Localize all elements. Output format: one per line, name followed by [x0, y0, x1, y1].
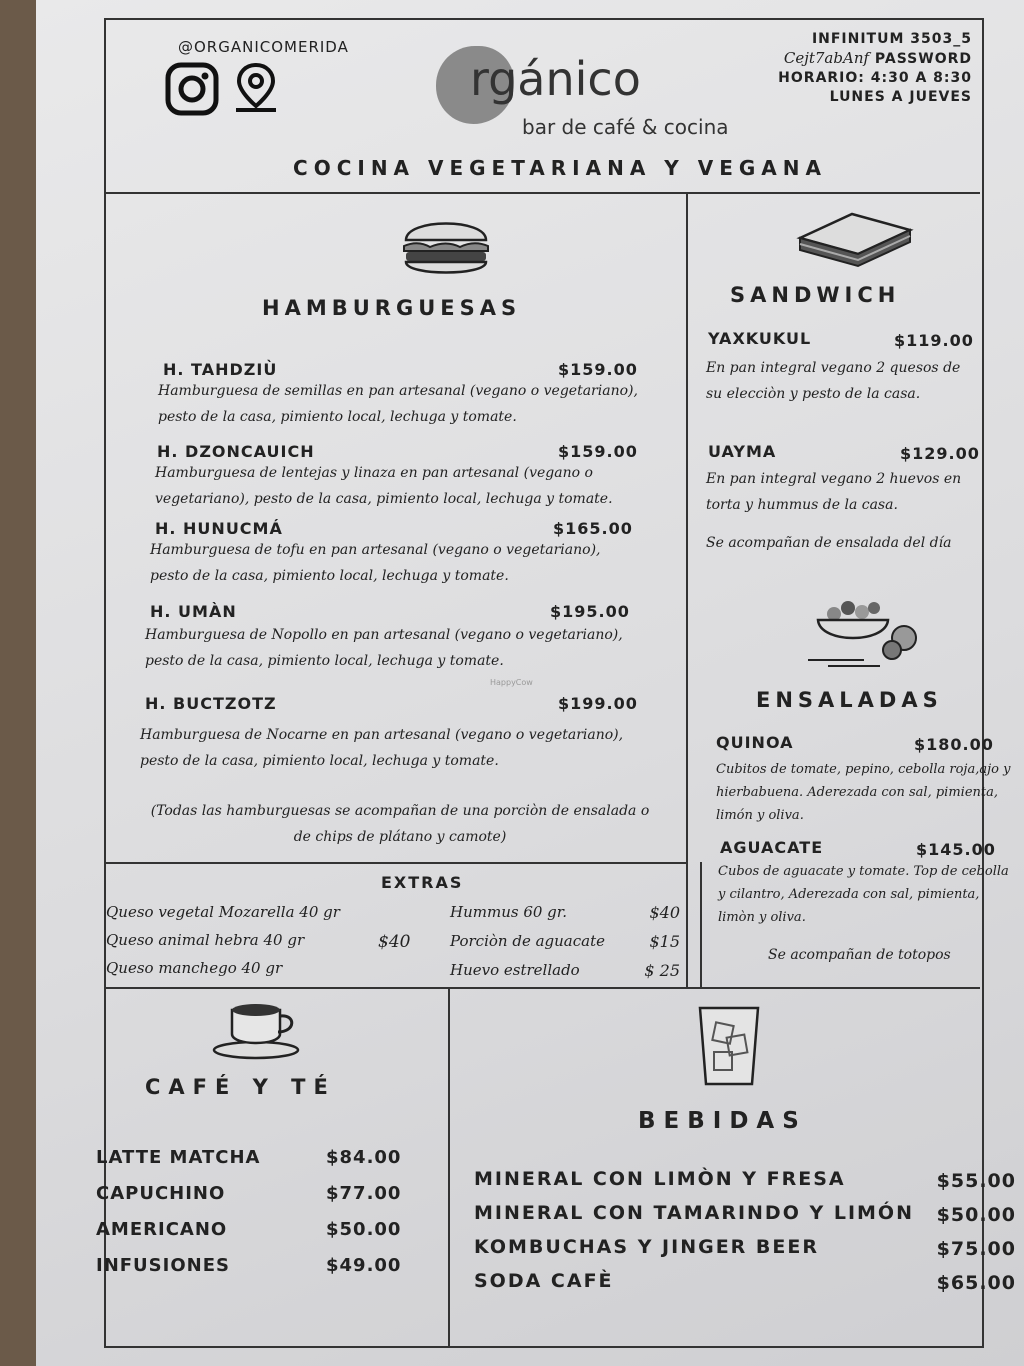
divider	[700, 862, 702, 987]
cafe-item: LATTE MATCHA	[96, 1147, 261, 1168]
salad-price: $180.00	[914, 735, 994, 754]
burger-icon	[400, 210, 492, 284]
sandwich-desc: En pan integral vegano 2 huevos en torta y hummus de la casa.	[706, 471, 962, 513]
instagram-icon	[165, 62, 219, 120]
salad-note: Se acompañan de totopos	[768, 947, 951, 963]
bebida-item: KOMBUCHAS Y JINGER BEER	[474, 1236, 819, 1258]
brand-subtitle: bar de café & cocina	[522, 115, 729, 139]
sandwich-price: $119.00	[894, 331, 974, 350]
salad-name: AGUACATE	[720, 838, 824, 857]
sandwich-name: UAYMA	[708, 442, 777, 461]
bebida-price: $75.00	[936, 1238, 1016, 1260]
bebida-item: MINERAL CON LIMÒN Y FRESA	[474, 1168, 846, 1190]
burger-name: H. UMÀN	[150, 602, 237, 621]
watermark: HappyCow	[490, 678, 533, 687]
wifi-password: Cejt7abAnf PASSWORD	[783, 49, 972, 67]
salad-desc: Cubitos de tomate, pepino, cebolla roja,ajo y hierbabuena. Aderezada con sal, pimienta, limón y oliva.	[716, 762, 1011, 823]
burger-name: H. HUNUCMÁ	[155, 519, 283, 538]
sandwich-title: SANDWICH	[730, 283, 901, 307]
brand-name: rgánico	[470, 52, 641, 106]
opening-hours: HORARIO: 4:30 A 8:30	[778, 70, 972, 86]
divider	[686, 192, 688, 987]
cafe-item: CAPUCHINO	[96, 1183, 226, 1204]
cafe-prices	[326, 1140, 401, 1284]
bebida-price: $65.00	[936, 1272, 1016, 1294]
divider	[104, 862, 686, 864]
bebida-item: SODA CAFÈ	[474, 1270, 614, 1292]
burger-desc: Hamburguesa de tofu en pan artesanal (vegano o vegetariano), pesto de la casa, pimiento local, lechuga y tomate.	[150, 542, 601, 584]
cafe-item: AMERICANO	[96, 1219, 228, 1240]
burger-price: $159.00	[558, 360, 638, 379]
burger-name: H. DZONCAUICH	[157, 442, 315, 461]
burger-name: H. BUCTZOTZ	[145, 694, 277, 713]
cafe-price: $49.00	[326, 1255, 402, 1276]
sandwich-note: Se acompañan de ensalada del día	[706, 535, 952, 551]
cafe-names	[96, 1140, 260, 1284]
burger-note: (Todas las hamburguesas se acompañan de una porciòn de ensalada o de chips de plátano y camote)	[150, 803, 650, 845]
bebida-item: MINERAL CON TAMARINDO Y LIMÓN	[474, 1202, 914, 1224]
sandwich-icon	[792, 208, 916, 274]
salad-price: $145.00	[916, 840, 996, 859]
divider	[104, 192, 980, 194]
glass-icon	[694, 1000, 764, 1096]
cafe-price: $84.00	[326, 1147, 402, 1168]
bebida-price: $50.00	[936, 1204, 1016, 1226]
extras-cheese-price: $40	[378, 932, 411, 952]
wifi-info	[778, 30, 972, 107]
burger-desc: Hamburguesa de semillas en pan artesanal (vegano o vegetariano), pesto de la casa, pimiento local, lechuga y tomate.	[158, 383, 638, 425]
extras-title: EXTRAS	[381, 873, 464, 892]
instagram-handle: @ORGANICOMERIDA	[178, 38, 349, 56]
hamburguesas-title: HAMBURGUESAS	[262, 296, 522, 320]
divider	[104, 987, 980, 989]
tagline: COCINA VEGETARIANA Y VEGANA	[293, 156, 827, 180]
burger-price: $195.00	[550, 602, 630, 621]
ensaladas-title: ENSALADAS	[756, 688, 943, 712]
sandwich-name: YAXKUKUL	[708, 329, 812, 348]
opening-days: LUNES A JUEVES	[829, 89, 972, 105]
extras-cheese-list: Queso vegetal Mozarella 40 gr Queso animal hebra 40 gr Queso manchego 40 gr	[106, 903, 340, 977]
sandwich-desc: En pan integral vegano 2 quesos de su elecciòn y pesto de la casa.	[706, 360, 961, 402]
burger-price: $159.00	[558, 442, 638, 461]
burger-price: $199.00	[558, 694, 638, 713]
cafe-item: INFUSIONES	[96, 1255, 230, 1276]
bebida-price: $55.00	[936, 1170, 1016, 1192]
bebidas-prices	[900, 1164, 1016, 1300]
bebidas-names	[474, 1162, 914, 1298]
divider	[448, 987, 450, 1348]
location-pin-icon	[232, 62, 280, 118]
cafe-price: $77.00	[326, 1183, 402, 1204]
cafe-title: CAFÉ Y TÉ	[145, 1075, 336, 1099]
burger-desc: Hamburguesa de Nopollo en pan artesanal (vegano o vegetariano), pesto de la casa, pimiento local, lechuga y tomate.	[145, 627, 623, 669]
wifi-network: INFINITUM 3503_5	[811, 31, 972, 47]
extras-right-list: Hummus 60 gr. Porciòn de aguacate Huevo estrellado	[450, 903, 605, 979]
sandwich-price: $129.00	[900, 444, 980, 463]
cafe-price: $50.00	[326, 1219, 402, 1240]
burger-desc: Hamburguesa de Nocarne en pan artesanal (vegano o vegetariano), pesto de la casa, pimiento local, lechuga y tomate.	[140, 727, 624, 769]
bebidas-title: BEBIDAS	[638, 1108, 807, 1134]
salad-desc: Cubos de aguacate y tomate. Top de cebolla y cilantro, Aderezada con sal, pimienta, limòn y oliva.	[718, 864, 1009, 925]
salad-bowl-icon	[804, 596, 926, 676]
burger-name: H. TAHDZIÙ	[163, 360, 278, 379]
burger-desc: Hamburguesa de lentejas y linaza en pan artesanal (vegano o vegetariano), pesto de la casa, pimiento local, lechuga y tomate.	[155, 465, 613, 507]
burger-price: $165.00	[553, 519, 633, 538]
coffee-cup-icon	[210, 998, 304, 1064]
extras-right-prices: $40 $15 $ 25	[644, 903, 680, 980]
salad-name: QUINOA	[716, 733, 794, 752]
